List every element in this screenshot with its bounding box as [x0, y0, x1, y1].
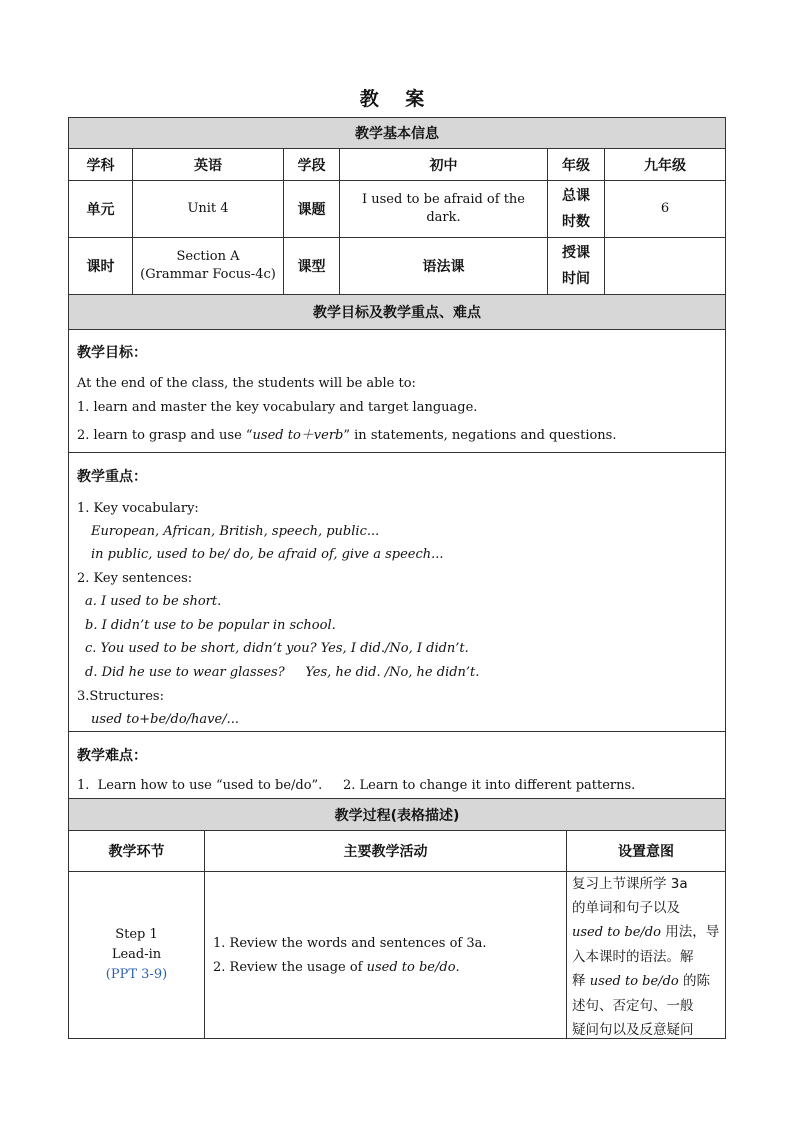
step1-activity-2-suffix: . [455, 960, 460, 975]
step1-activity-2-prefix: 2. Review the usage of [213, 960, 367, 975]
class-time-value [604, 237, 726, 295]
key-sentence-a: a. I used to be short. [85, 594, 222, 609]
unit-label: 单元 [68, 180, 133, 238]
difficult-item-1: 1. Learn how to use “used to be/do”. [77, 778, 323, 793]
type-label: 课型 [283, 237, 340, 295]
topic-label: 课题 [283, 180, 340, 238]
step1-intent-structure-2: used to be/do [589, 974, 679, 989]
difficult-item-2: 2. Learn to change it into different patterns. [343, 778, 636, 793]
key-sentence-b: b. I didn’t use to be popular in school. [85, 618, 336, 633]
class-time-label-line2: 时间 [562, 271, 590, 287]
goal-item-2 [77, 424, 616, 443]
goal-item-2-suffix: ” in statements, negations and questions. [343, 428, 617, 443]
period-value [132, 237, 284, 295]
structures-label: 3.Structures: [77, 689, 164, 704]
teaching-goals-section [68, 329, 726, 453]
col-header-activity: 主要教学活动 [204, 830, 567, 872]
step1-intent-line3-suffix: 用法，导 [660, 924, 720, 940]
difficult-points-section [68, 731, 726, 799]
key-points-section [68, 452, 726, 732]
step1-intent-cell [566, 871, 726, 1039]
goal-item-2-prefix: 2. learn to grasp and use “ [77, 428, 253, 443]
col-header-step: 教学环节 [68, 830, 205, 872]
col-header-intent: 设置意图 [566, 830, 726, 872]
type-value: 语法课 [339, 237, 548, 295]
key-sentences-label: 2. Key sentences: [77, 571, 193, 586]
step1-intent-line5-suffix: 的陈 [678, 973, 711, 989]
unit-value: Unit 4 [132, 180, 284, 238]
teaching-goals-title: 教学目标： [77, 345, 147, 361]
page-title: 教 案 [359, 88, 435, 110]
step1-intent-line4: 入本课时的语法。解 [572, 949, 694, 965]
key-sentence-c: c. You used to be short, didn’t you? Yes, I did./No, I didn’t. [85, 641, 469, 656]
step1-intent-line5 [572, 969, 725, 994]
step1-activity-cell [204, 871, 567, 1039]
total-hours-label-line2: 时数 [562, 214, 590, 230]
step1-intent-structure-1: used to be/do [572, 925, 661, 940]
structures-value: used to+be/do/have/... [91, 712, 239, 727]
difficult-points-title: 教学难点： [77, 748, 147, 764]
key-sentence-d: d. Did he use to wear glasses? Yes, he did. /No, he didn’t. [85, 665, 480, 680]
period-grammar: (Grammar Focus-4c) [140, 267, 276, 282]
step1-phase: Lead-in [111, 947, 162, 962]
total-hours-label-line1: 总课 [562, 188, 590, 204]
lesson-plan-table [68, 117, 726, 1039]
class-time-label-line1: 授课 [562, 245, 590, 261]
step1-name-cell [68, 871, 205, 1039]
grade-value: 九年级 [604, 148, 726, 181]
process-header: 教学过程(表格描述) [68, 798, 726, 831]
step1-intent-line3 [572, 920, 725, 945]
basic-info-header: 教学基本信息 [68, 117, 726, 149]
step1-intent-line5-prefix: 释 [572, 973, 590, 989]
step1-ppt-ref: (PPT 3-9) [105, 967, 168, 982]
key-vocab-line2: in public, used to be/ do, be afraid of, give a speech... [91, 547, 444, 562]
period-section: Section A [176, 249, 240, 264]
topic-value: I used to be afraid of the dark. [339, 180, 548, 238]
goal-item-2-structure: used to＋verb [252, 428, 344, 443]
period-label: 课时 [68, 237, 133, 295]
total-hours-value: 6 [604, 180, 726, 238]
step1-activity-2 [213, 960, 460, 975]
grade-label: 年级 [547, 148, 605, 181]
key-points-title: 教学重点： [77, 469, 147, 485]
subject-label: 学科 [68, 148, 133, 181]
goals-intro: At the end of the class, the students will be able to: [77, 376, 416, 391]
step1-intent-line2: 的单词和句子以及 [572, 900, 680, 916]
step1-name: Step 1 [115, 927, 158, 942]
step1-intent-line7: 疑问句以及反意疑问 [572, 1022, 694, 1038]
step1-intent-line6: 述句、否定句、一般 [572, 998, 694, 1014]
stage-label: 学段 [283, 148, 340, 181]
key-vocab-line1: European, African, British, speech, public... [91, 524, 380, 539]
subject-value: 英语 [132, 148, 284, 181]
step1-intent-line1: 复习上节课所学 3a [572, 876, 688, 892]
stage-value: 初中 [339, 148, 548, 181]
step1-activity-2-structure: used to be/do [366, 960, 456, 975]
objectives-header: 教学目标及教学重点、难点 [68, 294, 726, 330]
goal-item-1: 1. learn and master the key vocabulary and target language. [77, 400, 478, 415]
step1-activity-1: 1. Review the words and sentences of 3a. [213, 936, 487, 951]
key-vocab-label: 1. Key vocabulary: [77, 501, 199, 516]
total-hours-label [547, 180, 605, 238]
class-time-label [547, 237, 605, 295]
